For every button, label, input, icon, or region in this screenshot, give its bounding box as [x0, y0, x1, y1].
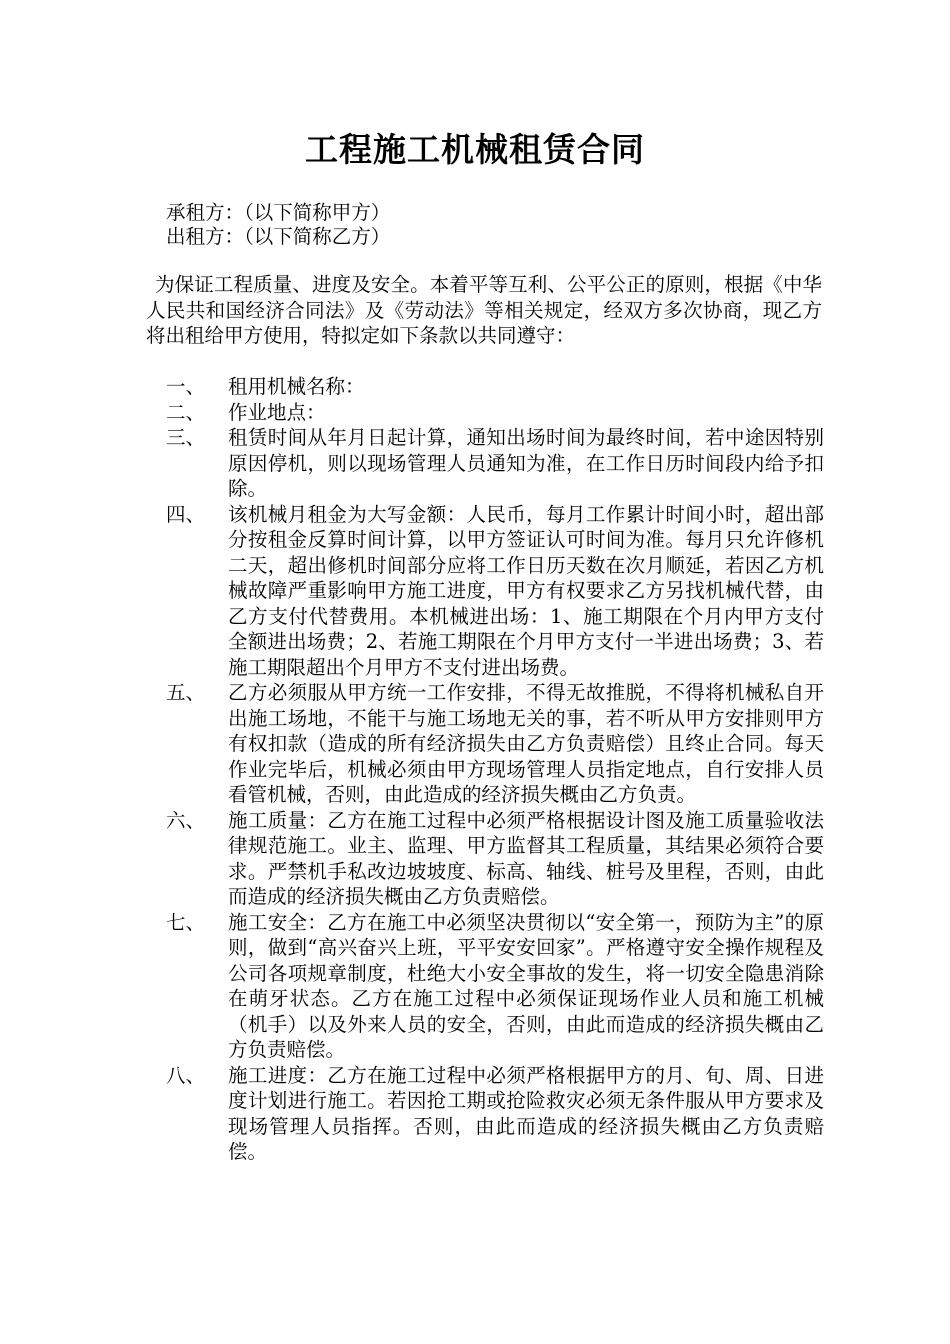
clause-text: 乙方必须服从甲方统一工作安排，不得无故推脱，不得将机械私自开出施工场地，不能干与施工场地无关的事，若不听从甲方安排则甲方有权扣款（造成的所有经济损失由乙方负责赔偿）且终止合同。每天作业完毕后，机械必须由甲方现场管理人员指定地点，自行安排人员看管机械，否则，由此造成的经济损失概由乙方负责。	[228, 681, 824, 806]
clause-number: 一、	[166, 375, 206, 398]
clause-text: 该机械月租金为大写金额：人民币，每月工作累计时间小时，超出部分按租金反算时间计算，以甲方签证认可时间为准。每月只允许修机二天，超出修机时间部分应将工作日历天数在次月顺延，若因乙方机械故障严重影响甲方施工进度，甲方有权要求乙方另找机械代替，由乙方支付代替费用。本机械进出场：1、施工期限在个月内甲方支付全额进出场费；2、若施工期限在个月甲方支付一半进出场费；3、若施工期限超出个月甲方不支付进出场费。	[228, 502, 824, 679]
clause-6	[0, 808, 950, 910]
clause-text: 租赁时间从年月日起计算，通知出场时间为最终时间，若中途因特别原因停机，则以现场管理人员通知为准，在工作日历时间段内给予扣除。	[228, 426, 824, 500]
clause-number: 三、	[166, 426, 206, 449]
clause-number: 二、	[166, 400, 206, 424]
clause-text: 施工进度：乙方在施工过程中必须严格根据甲方的月、旬、周、日进度计划进行施工。若因抢工期或抢险救灾必须无条件服从甲方要求及现场管理人员指挥。否则，由此而造成的经济损失概由乙方负责赔偿。	[228, 1063, 824, 1163]
clause-list	[0, 374, 950, 1165]
clause-number: 八、	[166, 1063, 206, 1087]
clause-number: 六、	[166, 808, 206, 832]
clause-number: 七、	[166, 910, 206, 934]
clause-7	[0, 910, 950, 1063]
clause-8	[0, 1063, 950, 1165]
intro-paragraph: 为保证工程质量、进度及安全。本着平等互利、公平公正的原则，根据《中华人民共和国经济合同法》及《劳动法》等相关规定，经双方多次协商，现乙方将出租给甲方使用，特拟定如下条款以共同遵守：	[146, 273, 822, 347]
clause-number: 四、	[166, 502, 206, 526]
clause-text: 施工质量：乙方在施工过程中必须严格根据设计图及施工质量验收法律规范施工。业主、监理、甲方监督其工程质量，其结果必须符合要求。严禁机手私改边坡坡度、标高、轴线、桩号及里程，否则，由此而造成的经济损失概由乙方负责赔偿。	[228, 808, 824, 908]
clause-text: 施工安全：乙方在施工中必须坚决贯彻以“安全第一，预防为主”的原则，做到“高兴奋兴上班，平平安安回家”。严格遵守安全操作规程及公司各项规章制度，杜绝大小安全事故的发生，将一切安全隐患消除在萌牙状态。乙方在施工过程中必须保证现场作业人员和施工机械（机手）以及外来人员的安全，否则，由此而造成的经济损失概由乙方负责赔偿。	[228, 910, 824, 1061]
clause-number: 五、	[166, 681, 206, 704]
clause-2	[0, 400, 950, 426]
clause-text: 作业地点：	[228, 400, 326, 424]
clause-5	[0, 680, 950, 808]
clause-text: 租用机械名称：	[228, 375, 365, 398]
clause-1	[0, 374, 950, 400]
lessor-line: 出租方：（以下简称乙方）	[166, 225, 391, 248]
lessee-line: 承租方：（以下简称甲方）	[166, 201, 391, 224]
document-title: 工程施工机械租赁合同	[305, 130, 645, 169]
clause-3	[0, 425, 950, 502]
clause-4	[0, 502, 950, 681]
